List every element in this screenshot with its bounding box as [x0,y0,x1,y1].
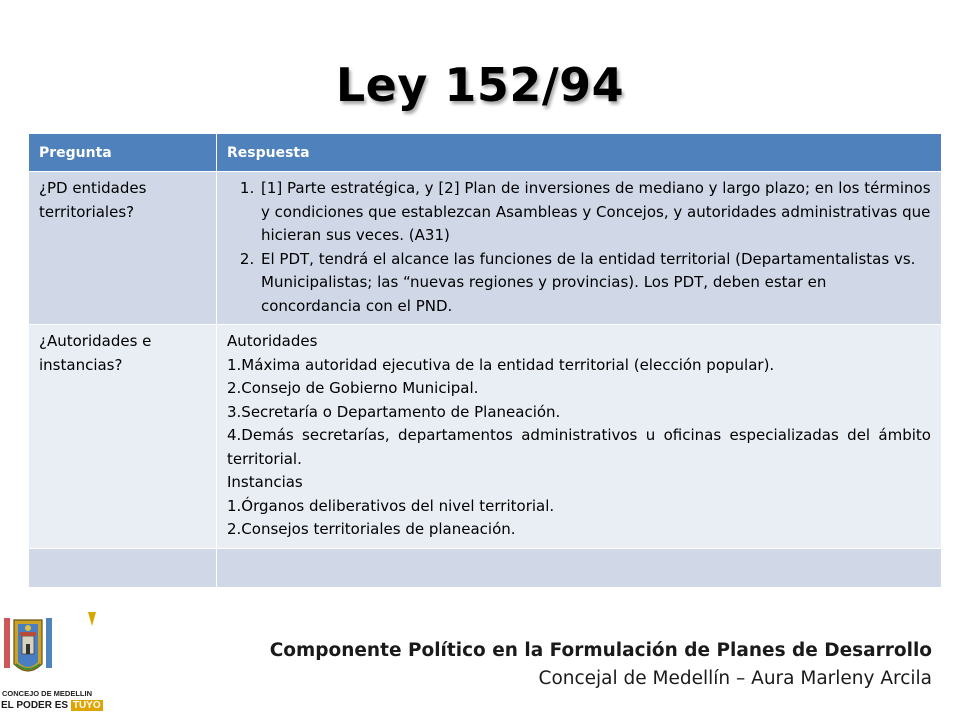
list-item: 1. [1] Parte estratégica, y [2] Plan de inversiones de mediano y largo plazo; en los términos y condiciones que establezcan Asambleas y Concejos, y autoridades administrativas que hicieran sus veces. (A31) [259,177,931,248]
list-item: 1.Órganos deliberativos del nivel territorial. [227,496,555,515]
question-cell: ¿Autoridades e instancias? [29,325,217,549]
list-item: 1.Máxima autoridad ejecutiva de la entidad territorial (elección popular). [227,355,775,374]
logo-slogan [1,700,103,711]
answer-cell [217,172,942,325]
list-item: 3.Secretaría o Departamento de Planeación. [227,402,561,421]
empty-cell [29,548,217,587]
question-cell: ¿PD entidades territoriales? [29,172,217,325]
table-row [29,325,942,549]
header-respuesta: Respuesta [217,134,942,172]
header-pregunta: Pregunta [29,134,217,172]
logo-slogan-prefix: EL PODER ES [1,700,71,711]
section-label-instancias: Instancias [227,473,303,491]
table-row-empty [29,548,942,587]
answer-list [227,177,931,318]
footer-title: Componente Político en la Formulación de Planes de Desarrollo [269,640,932,661]
section-label-autoridades: Autoridades [227,332,318,350]
list-item: 2.Consejos territoriales de planeación. [227,520,516,538]
table-row [29,172,942,325]
list-item: 2.Consejo de Gobierno Municipal. [227,379,479,397]
empty-cell [217,548,942,587]
list-item: 2. El PDT, tendrá el alcance las funciones de la entidad territorial (Departamentalistas vs. Municipalistas; las “nuevas regiones y provincias). Los PDT, deben estar en concordancia con el PND. [259,248,931,319]
list-item: 4.Demás secretarías, departamentos administrativos u oficinas especializadas del ámbito territorial. [227,426,931,468]
content-table [28,133,942,588]
footer-subtitle: Concejal de Medellín – Aura Marleny Arcila [538,668,932,689]
logo-caption: CONCEJO DE MEDELLIN [2,689,93,698]
answer-cell [217,325,942,549]
logo-slogan-highlight: TUYO [72,700,101,711]
slide-title: Ley 152/94 [335,58,625,112]
table-header-row [29,134,942,172]
